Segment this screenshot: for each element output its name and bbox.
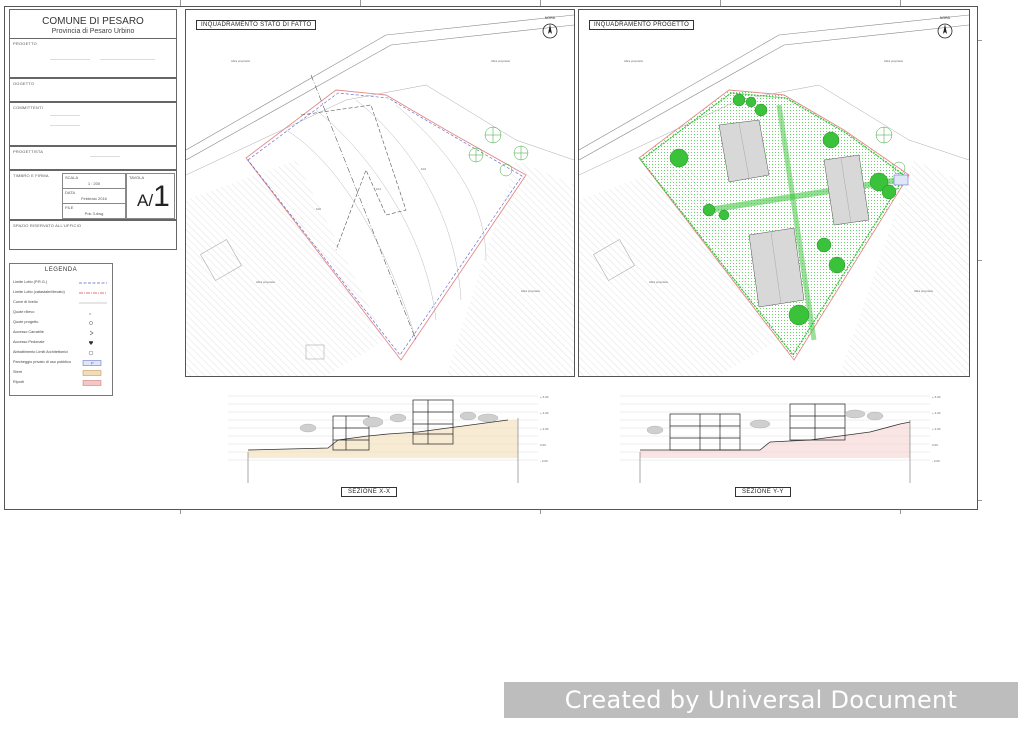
legend-item-label: Accesso Pedonale <box>13 340 45 344</box>
legend-item-label: Quote rilievo <box>13 310 35 314</box>
field-oggetto <box>9 78 177 102</box>
field-label: COMMITTENTI <box>13 105 43 110</box>
redacted-line <box>50 59 90 60</box>
heart-icon <box>79 340 107 346</box>
svg-text:Altra proprietà: Altra proprietà <box>491 59 510 63</box>
file-value: Pdc 3.dwg <box>84 211 104 216</box>
box-beige-icon <box>79 370 107 376</box>
parking-icon <box>79 360 107 366</box>
north-arrow <box>542 16 558 40</box>
legend-item-label: Riporti <box>13 380 24 384</box>
spot-height-icon <box>79 310 107 316</box>
panel-stato-di-fatto <box>185 9 575 377</box>
section-x-x <box>218 388 558 486</box>
circle-icon <box>79 350 107 356</box>
legend-item-label: Limite Lotto (catastale/rilevato) <box>13 290 65 294</box>
svg-text:Altra proprietà: Altra proprietà <box>231 59 250 63</box>
field-progettista <box>9 146 177 170</box>
spazio-label: SPAZIO RISERVATO ALL'UFFICIO <box>13 223 82 228</box>
field-label: PROGETTO <box>13 41 37 46</box>
legend-item <box>13 319 109 328</box>
compass-icon <box>542 16 558 40</box>
legend-item-label: Quote progetto <box>13 320 39 324</box>
svg-text:+ 4.00: + 4.00 <box>540 411 549 415</box>
svg-text:101: 101 <box>376 187 382 191</box>
provincia-subtitle: Provincia di Pesaro Urbino <box>51 28 135 35</box>
field-committenti <box>9 102 177 146</box>
svg-text:0.00: 0.00 <box>932 443 938 447</box>
legend-item-label: Accesso Carrabile <box>13 330 44 334</box>
plan-project <box>579 10 969 376</box>
svg-text:P: P <box>91 360 94 366</box>
cell-data <box>62 188 126 204</box>
legend-item <box>13 309 109 318</box>
svg-text:+ 6.00: + 6.00 <box>932 395 941 399</box>
svg-text:×: × <box>89 311 92 316</box>
comune-title: COMUNE DI PESARO <box>42 16 144 27</box>
panel-progetto <box>578 9 970 377</box>
legend-item <box>13 349 109 358</box>
compass-icon <box>937 16 953 40</box>
legend-item-label: Parcheggio privato di uso pubblico <box>13 360 72 364</box>
tavola-label: TAVOLA <box>129 175 145 180</box>
svg-text:100: 100 <box>316 207 322 211</box>
redacted-line <box>50 115 80 116</box>
field-progetto <box>9 38 177 78</box>
arrow-icon <box>79 330 107 336</box>
section-label-x-x: SEZIONE X-X <box>341 487 397 497</box>
svg-text:Altra proprietà: Altra proprietà <box>649 280 668 284</box>
legend-title: LEGENDA <box>44 267 78 273</box>
cell-scala <box>62 173 126 189</box>
scala-label: SCALA <box>65 175 79 180</box>
legend-item <box>13 379 109 388</box>
section-label-y-y: SEZIONE Y-Y <box>735 487 791 497</box>
legend-item <box>13 339 109 348</box>
box-pink-icon <box>79 380 107 386</box>
tavola-prefix: A <box>137 191 149 210</box>
legend-item <box>13 369 109 378</box>
svg-text:Altra proprietà: Altra proprietà <box>624 59 643 63</box>
panel-title-progetto: INQUADRAMENTO PROGETTO <box>589 20 694 30</box>
field-timbro <box>9 170 177 220</box>
timbro-label: TIMBRO E FIRMA <box>13 173 49 178</box>
redacted-line <box>90 156 120 157</box>
field-spazio-ufficio <box>9 220 177 250</box>
watermark-banner: Created by Universal Document Converter <box>504 682 1018 718</box>
north-arrow <box>937 16 953 40</box>
legend-item-label: Limite Lotto (P.R.G.) <box>13 280 48 284</box>
svg-text:Altra proprietà: Altra proprietà <box>521 289 540 293</box>
cell-tavola <box>126 173 175 219</box>
file-label: FILE <box>65 205 74 210</box>
legend-item <box>13 279 109 288</box>
tavola-digit: 1 <box>153 180 170 213</box>
section-y-y <box>610 388 950 486</box>
svg-text:0.00: 0.00 <box>540 443 546 447</box>
svg-text:+ 2.00: + 2.00 <box>540 427 549 431</box>
title-block-header <box>9 9 177 39</box>
legend <box>9 263 113 396</box>
svg-text:+ 2.00: + 2.00 <box>932 427 941 431</box>
legend-item <box>13 329 109 338</box>
spot-project-icon <box>79 320 107 326</box>
legend-item <box>13 289 109 298</box>
svg-text:- 2.00: - 2.00 <box>932 459 940 463</box>
legend-item-label: Curve di livello <box>13 300 38 304</box>
svg-text:Altra proprietà: Altra proprietà <box>256 280 275 284</box>
cell-file <box>62 203 126 219</box>
legend-item-label: Abbattimento Limiti Architettonici <box>13 350 68 354</box>
svg-text:Altra proprietà: Altra proprietà <box>914 289 933 293</box>
svg-text:102: 102 <box>421 167 427 171</box>
plan-existing <box>186 10 574 376</box>
svg-text:- 2.00: - 2.00 <box>540 459 548 463</box>
data-value: Febbraio 2016 <box>81 196 107 201</box>
svg-text:Altra proprietà: Altra proprietà <box>884 59 903 63</box>
legend-item <box>13 359 109 368</box>
scala-value: 1 : 200 <box>87 181 101 186</box>
svg-text:+ 6.00: + 6.00 <box>540 395 549 399</box>
redacted-line <box>50 125 80 126</box>
legend-item-label: Sterri <box>13 370 23 374</box>
svg-text:+ 4.00: + 4.00 <box>932 411 941 415</box>
dash-blue-icon <box>79 280 107 286</box>
redacted-line <box>100 59 155 60</box>
tavola-number: A/1 <box>137 180 170 213</box>
legend-item <box>13 299 109 308</box>
contour-line-icon <box>79 300 107 306</box>
field-label: OGGETTO <box>13 81 35 86</box>
panel-title-stato-di-fatto: INQUADRAMENTO STATO DI FATTO <box>196 20 316 30</box>
north-label: NORD <box>544 16 556 20</box>
dash-red-icon <box>79 290 107 296</box>
data-label: DATA <box>65 190 76 195</box>
north-label: NORD <box>939 16 951 20</box>
field-label: PROGETTISTA <box>13 149 44 154</box>
